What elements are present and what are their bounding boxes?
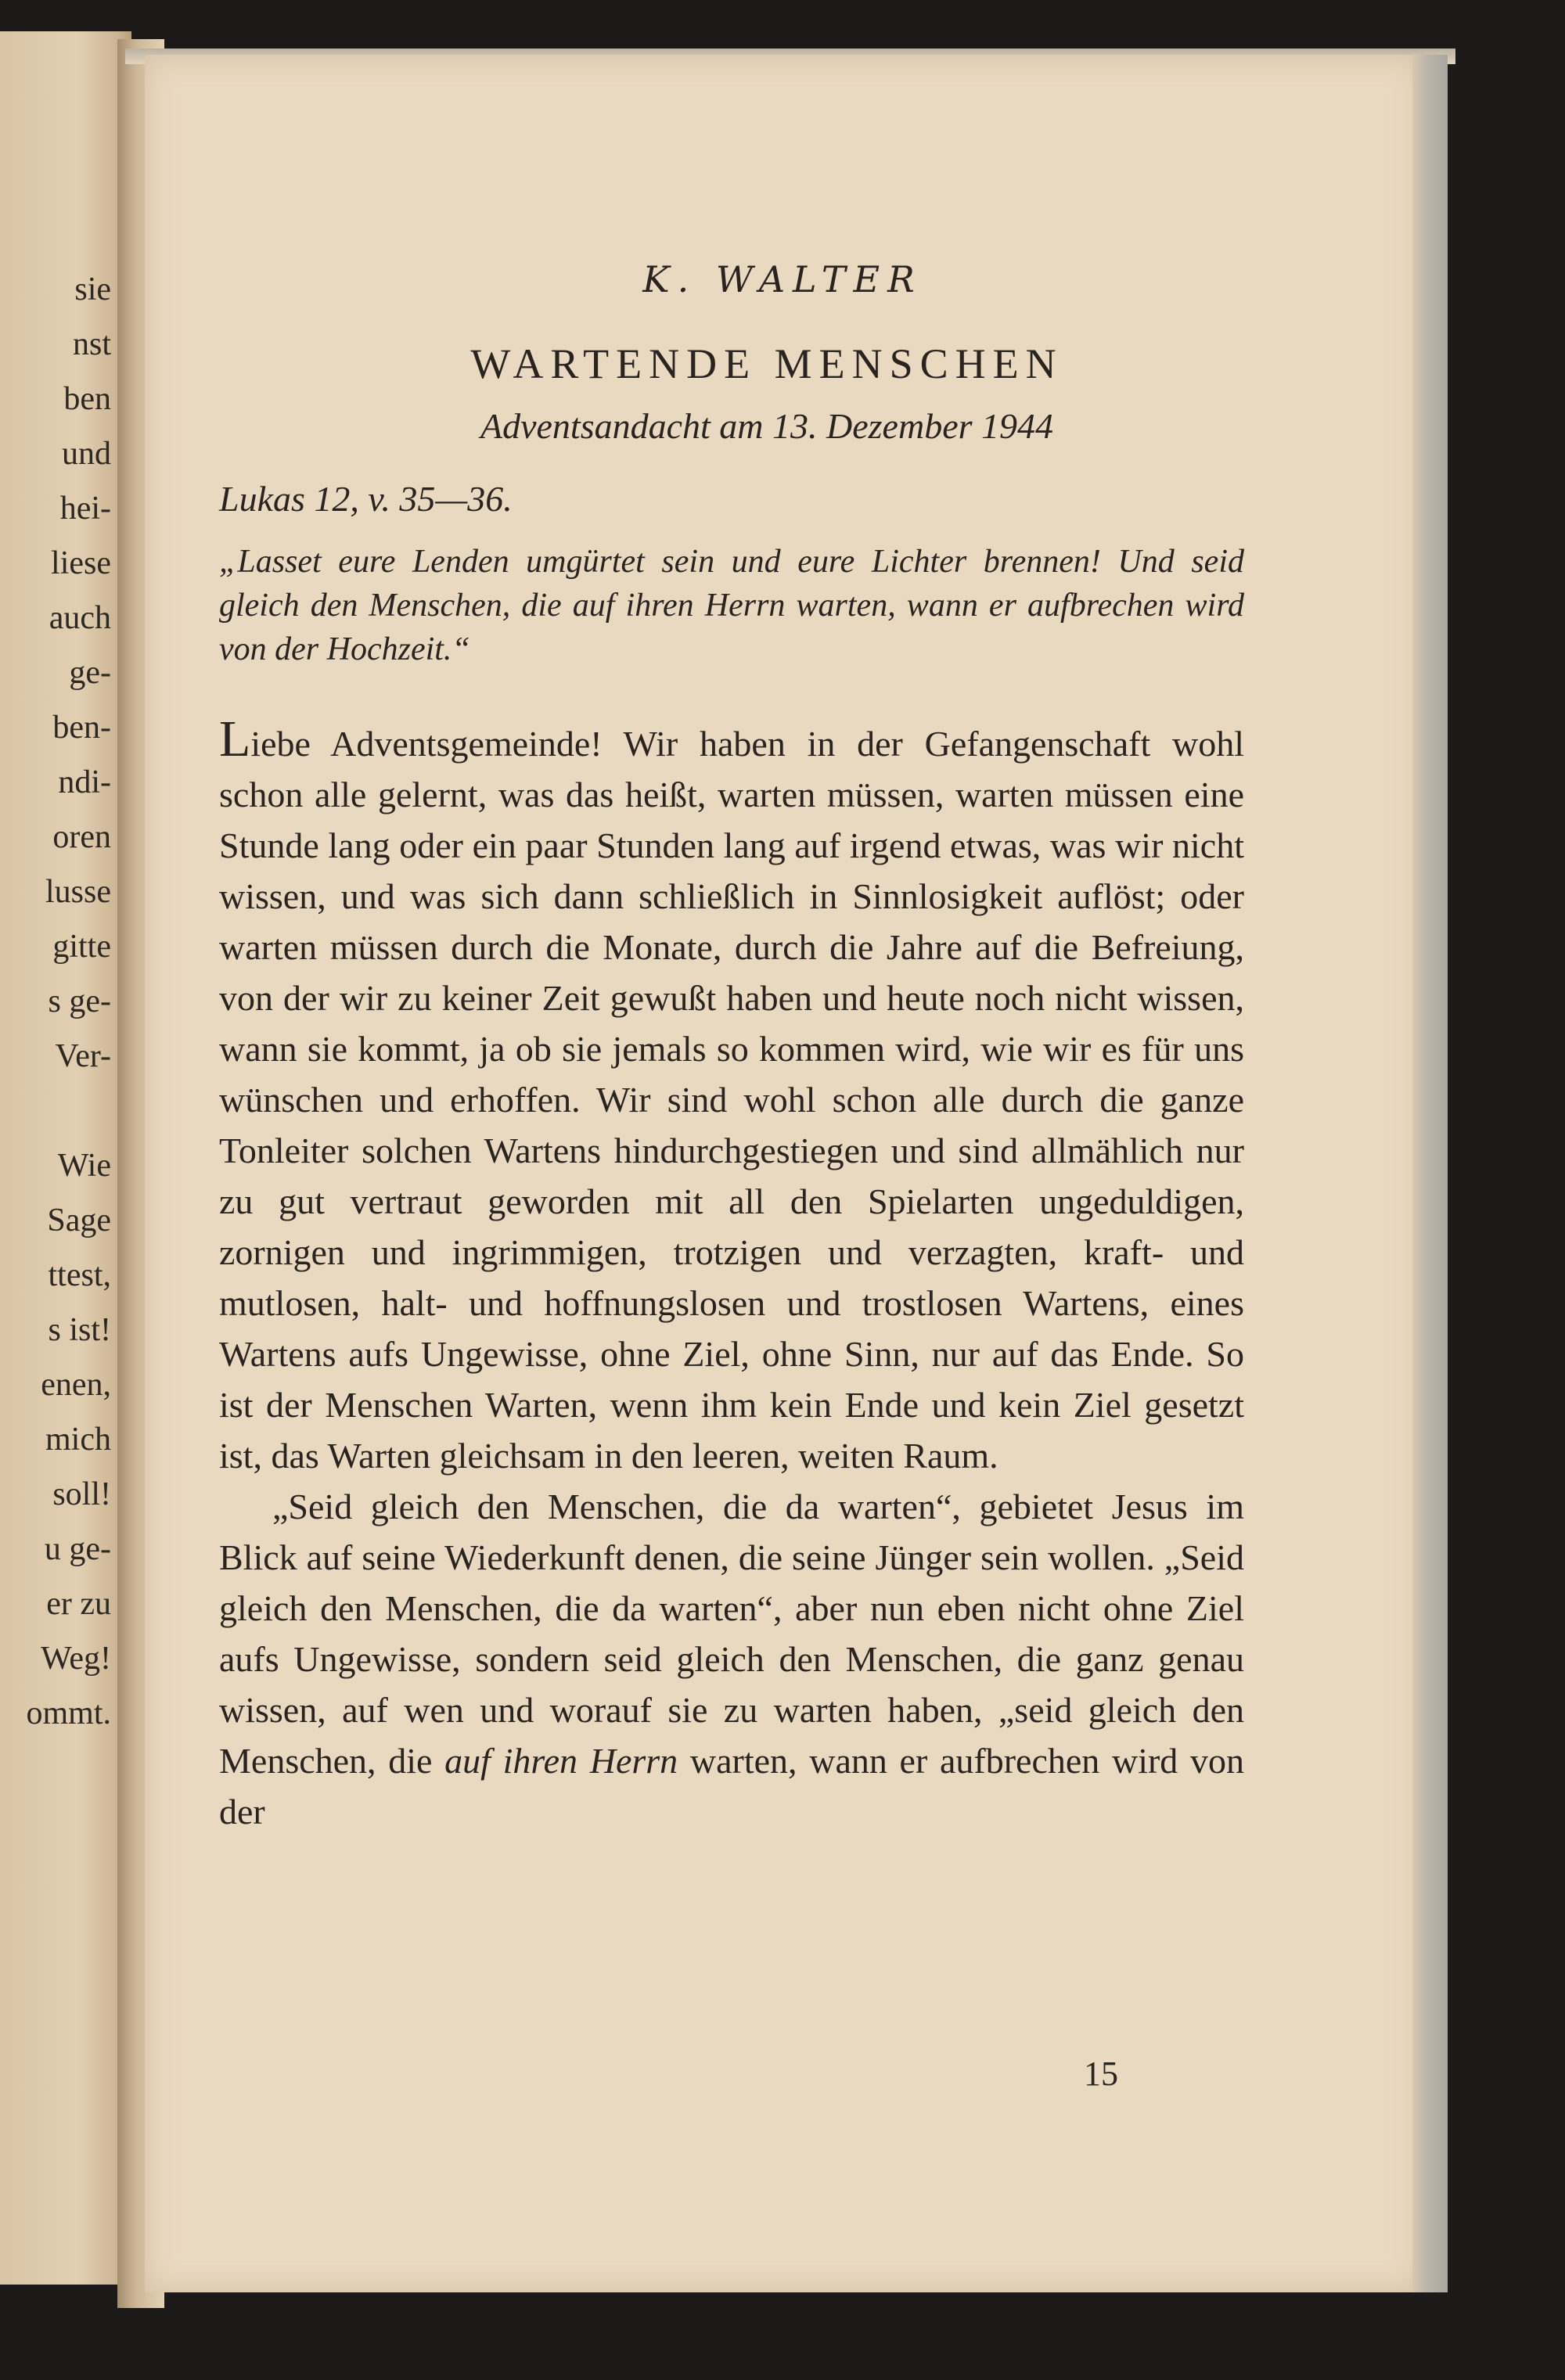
paragraph-1: [219, 710, 1244, 1481]
left-page-fragment: ommt.: [26, 1695, 111, 1731]
left-page-fragment: er zu: [46, 1586, 111, 1622]
left-page-fragment: liese: [51, 545, 111, 581]
left-page-fragment: ben-: [52, 710, 111, 746]
left-page-fragment: oren: [52, 819, 111, 855]
left-page-fragment: ge-: [69, 655, 111, 691]
left-page-fragment: s ist!: [48, 1312, 111, 1348]
left-page-fragment: Wie: [57, 1148, 111, 1184]
left-page-fragment: mich: [45, 1422, 111, 1458]
page-content: [219, 258, 1244, 1837]
left-page-fragment: Weg!: [41, 1641, 111, 1677]
page-stack-edge: [1412, 55, 1448, 2292]
left-page-text: [26, 262, 111, 1741]
scripture-reference: Lukas 12, v. 35—36.: [219, 479, 513, 519]
sermon-title: WARTENDE MENSCHEN: [470, 340, 1063, 387]
paragraph-2-emphasis: auf ihren Herrn: [444, 1741, 678, 1781]
left-page-fragment: auch: [49, 600, 111, 636]
left-page-fragment: u ge-: [44, 1531, 111, 1567]
paragraph-2-start: „Seid gleich den Menschen, die da warten“, gebietet Jesus im Blick auf seine Wiederkunft denen, die seine Jünger sein wollen. „Seid gleich den Menschen, die da warten“, aber nun eben nicht ohne Ziel aufs Ungewisse, sondern seid gleich den Menschen, die ganz genau wissen, auf wen und worauf sie zu warten haben, „seid gleich den Menschen, die: [219, 1487, 1244, 1781]
initial-letter: L: [219, 710, 251, 768]
left-page-fragment: hei-: [59, 491, 111, 527]
page-number: 15: [1084, 2055, 1118, 2093]
left-page-fragment: ndi-: [58, 764, 111, 800]
left-page-fragment: gitte: [52, 929, 111, 965]
author-name: K. WALTER: [642, 258, 923, 300]
left-page-fragment: sie: [74, 271, 111, 307]
left-page-fragment: Sage: [47, 1203, 111, 1239]
left-page-fragment: soll!: [52, 1476, 111, 1512]
scripture-quote: „Lasset eure Lenden umgürtet sein und eure Lichter brennen! Und seid gleich den Menschen, die auf ihren Herrn warten, wann er aufbrechen wird von der Hochzeit.“: [219, 544, 1244, 667]
sermon-subtitle: Adventsandacht am 13. Dezember 1944: [480, 406, 1054, 446]
left-page-fragment: [26, 1084, 111, 1138]
left-page-fragment: Ver-: [55, 1038, 111, 1074]
paragraph-2-end: warten, wann er aufbrechen wird von der: [219, 1741, 1244, 1832]
left-page-fragment: und: [62, 436, 111, 472]
body-text: [219, 710, 1244, 1837]
left-page-fragment: ttest,: [48, 1257, 111, 1293]
left-page-fragment: nst: [72, 326, 111, 362]
left-page-fragment: enen,: [41, 1367, 111, 1403]
paragraph-1-text: iebe Adventsgemeinde! Wir haben in der Gefangenschaft wohl schon alle gelernt, was das heißt, warten müssen, warten müssen eine Stunde lang oder ein paar Stunden lang auf irgend etwas, was wir nicht wissen, und was sich dann schließlich in Sinnlosigkeit auflöst; oder warten müssen durch die Monate, durch die Jahre auf die Befreiung, von der wir zu keiner Zeit gewußt haben und heute noch nicht wissen, wann sie kommt, ja ob sie jemals so kommen wird, wie wir es für uns wünschen und erhoffen. Wir sind wohl schon alle durch die ganze Tonleiter solchen Wartens hindurchgestiegen und sind allmählich nur zu gut vertraut geworden mit all den Spielarten ungeduldigen, zornigen und ingrimmigen, trotzigen und verzagten, kraft- und mutlosen, halt- und hoffnungslosen und trostlosen Wartens, eines Wartens aufs Ungewisse, ohne Ziel, ohne Sinn, nur auf das Ende. So ist der Menschen Warten, wenn ihm kein Ende und kein Ziel gesetzt ist, das Warten gleichsam in den leeren, weiten Raum.: [219, 724, 1244, 1476]
left-facing-page: [0, 31, 131, 2285]
paragraph-2: [219, 1481, 1244, 1837]
left-page-fragment: s ge-: [48, 983, 111, 1019]
left-page-fragment: lusse: [45, 874, 111, 910]
left-page-fragment: ben: [63, 381, 111, 417]
